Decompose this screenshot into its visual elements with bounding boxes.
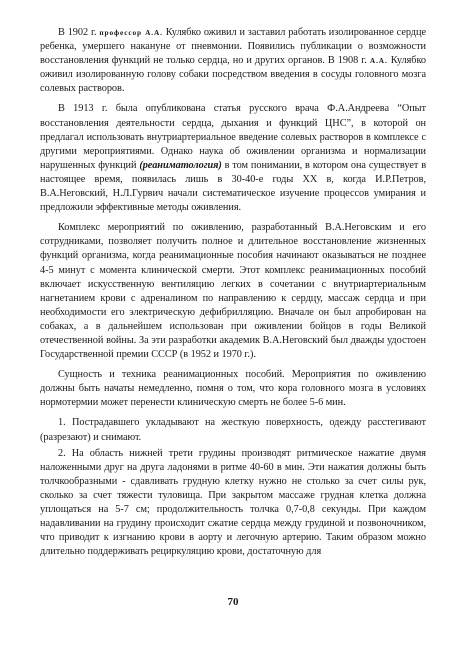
paragraph-text: Кулябко оживил изолированную голову собаки посредством введения в сосуды головного мозга солевых растворов. [40, 55, 426, 95]
small-caps-text: профессор А.А. [99, 28, 163, 37]
paragraph-text: в том понимании, в котором она существует в настоящее время, появилась лишь в 30-40-е годы XX в, когда И.Р.Петров, В.А.Неговский, Н.Л.Гурвич начали систематическое изучение процессов умирания и предложили эффективные методы оживления. [40, 159, 426, 214]
paragraph-text: Кулябко оживил и заставил работать изолированное сердце ребенка, умершего накануне от пневмонии. Появились публикации о возможности восстановления функций не только сердца, но и других органов. В 1908 г. [40, 27, 426, 67]
paragraph-negovsky-complex: Комплекс мероприятий по оживлению, разработанный В.А.Неговским и его сотрудниками, позволяет получить полное и длительное восстановление жизненных функций организма, когда реанимационные пособия начинают оказываться не позднее 4-5 минут с момента клинической смерти. Этот комплекс реанимационных пособий включает искусственную вентиляцию легких в сочетании с внутриартериальным нагнетанием крови с адреналином по направлению к сердцу, массаж сердца и при необходимости его электрическую дефибрилляцию. Вначале он был апробирован на собаках, а в дальнейшем использован при оживлении бойцов в годы Великой отечественной войны. За эти разработки академик В.А.Неговский был дважды удостоен Государственной премии СССР (в 1952 и 1970 г.). [40, 222, 426, 361]
paragraph-andreev-article [40, 102, 426, 215]
paragraph-kulyabko-history [40, 26, 426, 96]
page-number: 70 [227, 596, 239, 608]
paragraph-text: В 1902 г. [58, 27, 100, 38]
list-item-step-1: 1. Пострадавшего укладывают на жесткую поверхность, одежду расстегивают (разрезают) и снимают. [40, 417, 426, 443]
paragraph-resuscitation-essence: Сущность и техника реанимационных пособий. Мероприятия по оживлению должны быть начаты немедленно, помня о том, что кора головного мозга в условиях нормотермии может перенести клиническую смерть не более 5-6 мин. [40, 369, 426, 409]
document-page [40, 26, 426, 561]
paragraph-text: В 1913 г. была опубликована статья русского врача Ф.А.Андреева “Опыт восстановления деятельности сердца, дыхания и функций ЦНС”, в которой он предлагал использовать внутриартериальное введение солевых растворов в комплексе с другими мероприятиями. Однако наука об оживлении организма и нормализации нарушенных функций [40, 103, 426, 171]
small-caps-text: А.А. [369, 56, 388, 66]
term-emphasis: (реаниматология) [139, 159, 222, 171]
list-item-step-2: 2. На область нижней трети грудины производят ритмическое нажатие двумя наложенными друг на друга ладонями в ритме 40-60 в мин. Эти нажатия должны быть толчкообразными - сдавливать грудную клетку нужно не столько за счет силы рук, сколько за счет тяжести туловища. При закрытом массаже грудная клетка должна уплощаться на 5-7 см; продолжительность толчка 0,7-0,8 секунды. При каждом надавливании на грудину происходит сжатие сердца между грудиной и позвоночником, что приводит к изгнанию крови в аорту и легочную артерию. Таким образом можно длительно поддерживать рециркуляцию крови, достаточную для [40, 447, 426, 558]
